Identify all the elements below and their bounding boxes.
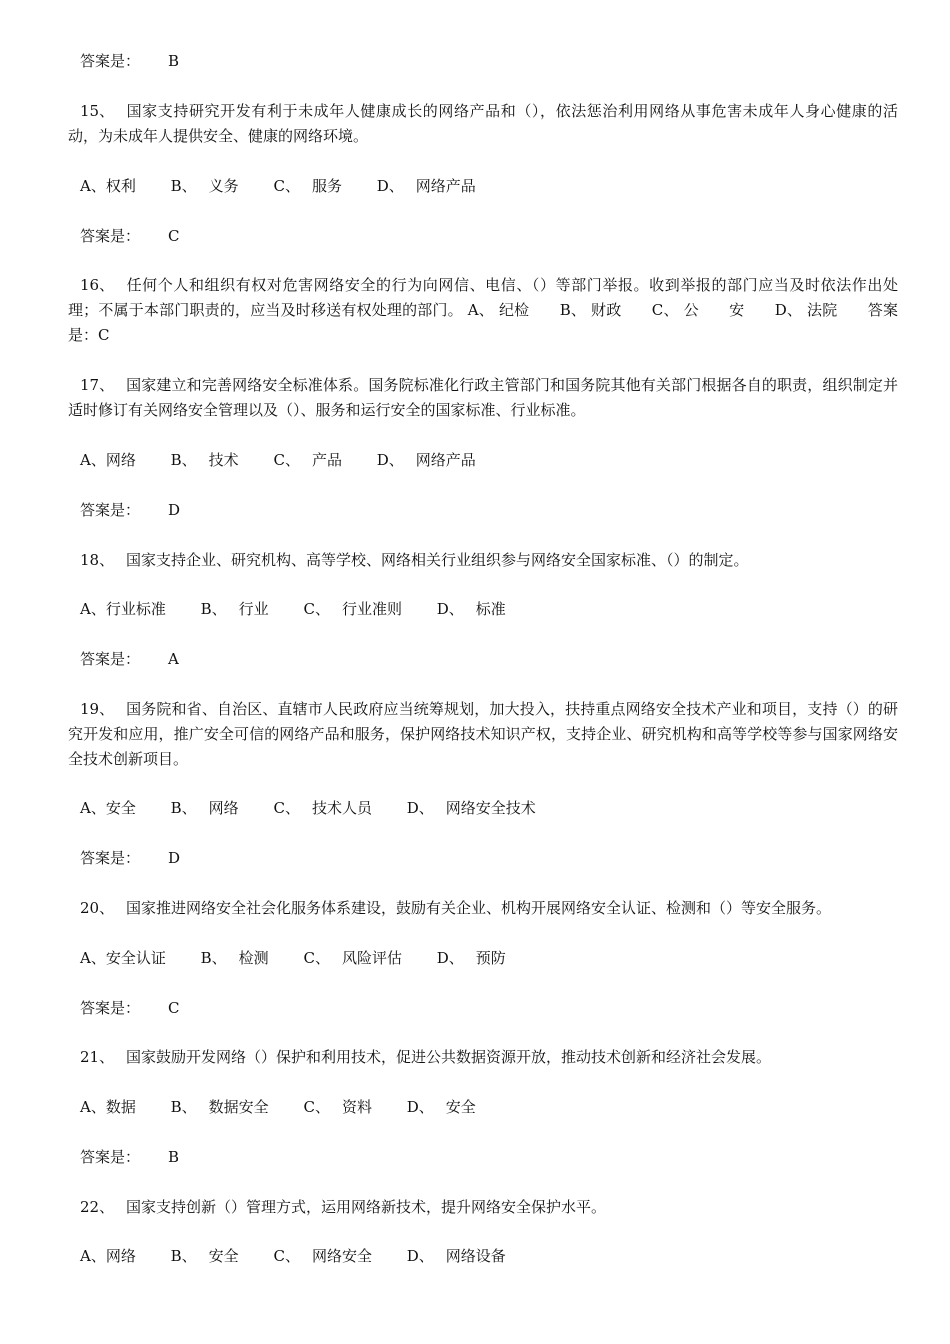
options-15	[68, 174, 898, 199]
options-22	[68, 1244, 898, 1269]
answer-value: A	[168, 650, 179, 668]
option-a: A、安全认证	[80, 949, 166, 967]
question-15	[68, 99, 898, 149]
answer-label: 答案是：	[80, 1148, 141, 1166]
question-16	[68, 273, 898, 348]
question-17	[68, 373, 898, 423]
option-d: D、 预防	[436, 949, 506, 967]
answer-label: 答案是：	[80, 650, 141, 668]
question-number: 15、	[80, 102, 115, 120]
answer-label: 答案是：	[80, 52, 141, 70]
answer-value: C	[168, 999, 180, 1017]
options-19	[68, 796, 898, 821]
question-text: 国家建立和完善网络安全标准体系。国务院标准化行政主管部门和国务院其他有关部门根据各自的职责，组织制定并适时修订有关网络安全管理以及（）、服务和运行安全的国家标准、行业标准。	[68, 376, 898, 419]
question-19	[68, 697, 898, 772]
answer-value: D	[168, 501, 181, 519]
answer-value: D	[168, 849, 181, 867]
question-20	[68, 896, 910, 921]
option-a: A、网络	[80, 1247, 136, 1265]
question-21	[68, 1045, 898, 1070]
option-d: D、 标准	[436, 600, 506, 618]
question-text: 国家鼓励开发网络（）保护和利用技术，促进公共数据资源开放，推动技术创新和经济社会发展。	[126, 1048, 772, 1066]
answer-label: 答案是：	[80, 227, 141, 245]
answer-label: 答案是：	[80, 999, 141, 1017]
question-number: 20、	[80, 899, 115, 917]
option-b: B、 数据安全	[170, 1098, 269, 1116]
option-a: A、权利	[80, 177, 136, 195]
question-number: 22、	[80, 1198, 115, 1216]
option-b: B、 检测	[200, 949, 269, 967]
question-text: 国家支持企业、研究机构、高等学校、网络相关行业组织参与网络安全国家标准、（）的制定。	[126, 551, 749, 569]
option-c: C、 风险评估	[303, 949, 402, 967]
option-d: D、 安全	[406, 1098, 476, 1116]
option-c: C、 产品	[273, 451, 342, 469]
question-text: 国家支持研究开发有利于未成年人健康成长的网络产品和（），依法惩治利用网络从事危害未成年人身心健康的活动，为未成年人提供安全、健康的网络环境。	[68, 102, 898, 145]
answer-line	[68, 846, 898, 871]
question-number: 21、	[80, 1048, 115, 1066]
option-c: C、 资料	[303, 1098, 372, 1116]
options-17	[68, 448, 898, 473]
answer-label: 答案是：	[80, 849, 141, 867]
option-c: C、 网络安全	[273, 1247, 372, 1265]
options-21	[68, 1095, 898, 1120]
question-number: 17、	[80, 376, 115, 394]
option-b: B、 网络	[170, 799, 239, 817]
option-b: B、 行业	[200, 600, 269, 618]
answer-line	[68, 49, 898, 74]
question-22	[68, 1195, 898, 1220]
option-a: A、数据	[80, 1098, 136, 1116]
answer-value: B	[168, 1148, 180, 1166]
option-b: B、 技术	[170, 451, 239, 469]
answer-line	[68, 996, 898, 1021]
question-text: 国务院和省、自治区、直辖市人民政府应当统筹规划，加大投入，扶持重点网络安全技术产业和项目，支持（）的研究开发和应用，推广安全可信的网络产品和服务，保护网络技术知识产权，支持企业、研究机构和高等学校等参与国家网络安全技术创新项目。	[68, 700, 898, 768]
option-d: D、 网络安全技术	[406, 799, 536, 817]
answer-value: C	[168, 227, 180, 245]
question-text: 任何个人和组织有权对危害网络安全的行为向网信、电信、（）等部门举报。收到举报的部门应当及时依法作出处理；不属于本部门职责的，应当及时移送有权处理的部门。 A、 纪检 B、 财政 C、 公 安 D、 法院 答案是：C	[68, 276, 898, 344]
option-c: C、 行业准则	[303, 600, 402, 618]
option-a: A、行业标准	[80, 600, 166, 618]
question-text: 国家支持创新（）管理方式，运用网络新技术，提升网络安全保护水平。	[126, 1198, 607, 1216]
answer-value: B	[168, 52, 180, 70]
question-18	[68, 548, 898, 573]
option-a: A、安全	[80, 799, 136, 817]
option-d: D、 网络产品	[376, 451, 476, 469]
option-d: D、 网络设备	[406, 1247, 506, 1265]
option-b: B、 安全	[170, 1247, 239, 1265]
answer-label: 答案是：	[80, 501, 141, 519]
question-text: 国家推进网络安全社会化服务体系建设，鼓励有关企业、机构开展网络安全认证、检测和（）等安全服务。	[126, 899, 832, 917]
answer-line	[68, 1145, 898, 1170]
option-c: C、 技术人员	[273, 799, 372, 817]
option-d: D、 网络产品	[376, 177, 476, 195]
option-b: B、 义务	[170, 177, 239, 195]
answer-line	[68, 647, 898, 672]
question-number: 18、	[80, 551, 115, 569]
answer-line	[68, 224, 898, 249]
option-a: A、网络	[80, 451, 136, 469]
question-number: 16、	[80, 276, 115, 294]
answer-line	[68, 498, 898, 523]
options-20	[68, 946, 898, 971]
question-number: 19、	[80, 700, 115, 718]
option-c: C、 服务	[273, 177, 342, 195]
options-18	[68, 597, 898, 622]
